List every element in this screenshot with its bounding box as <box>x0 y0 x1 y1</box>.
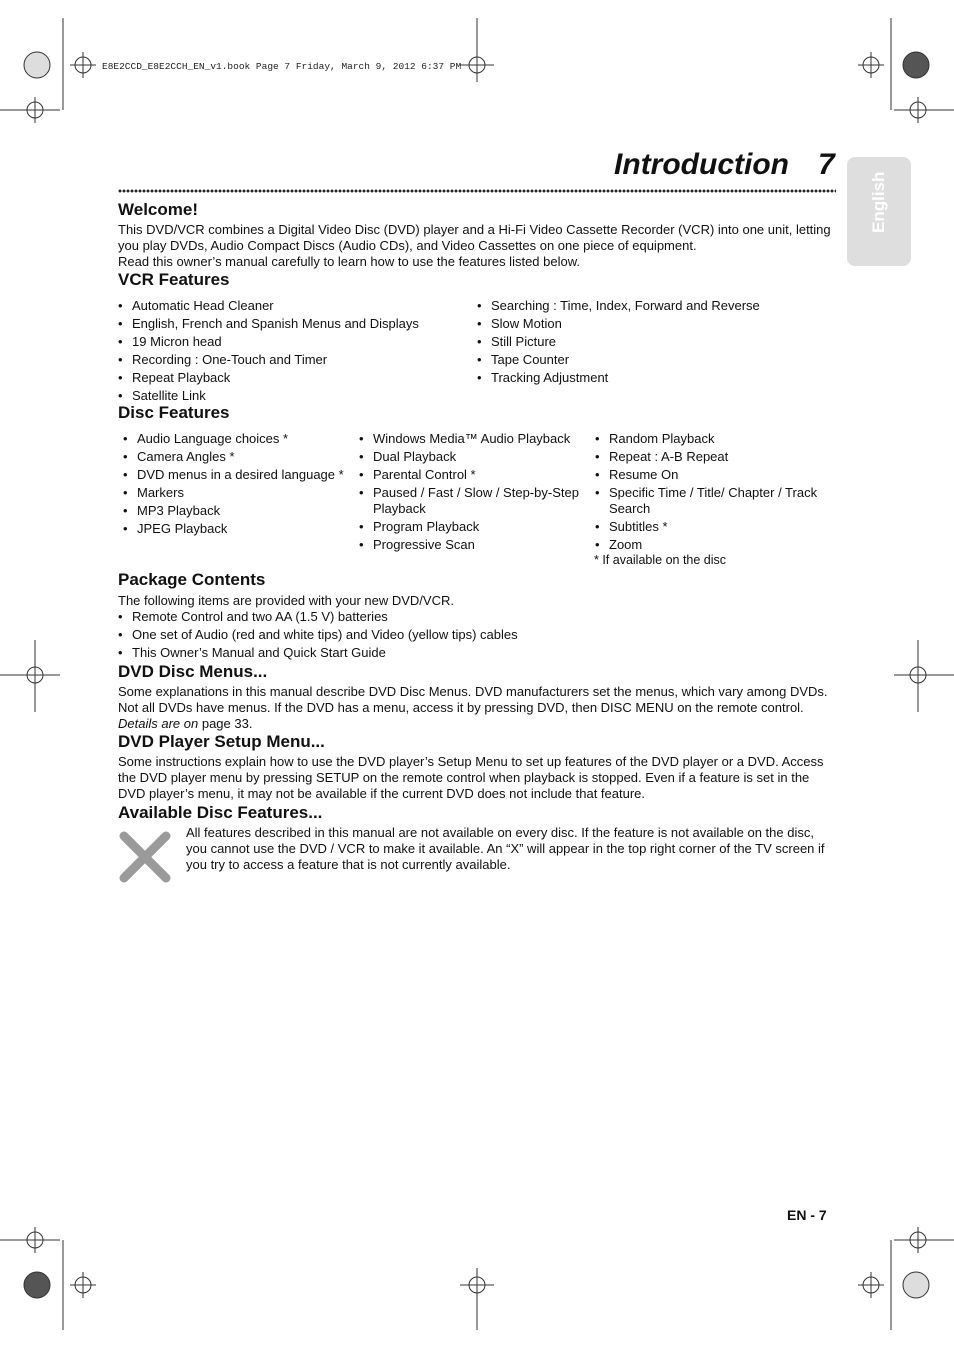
list-item: • JPEG Playback <box>123 520 353 538</box>
welcome-text <box>118 222 838 270</box>
list-item: • Searching : Time, Index, Forward and Reverse <box>477 297 837 315</box>
list-item: • Resume On <box>595 466 835 484</box>
list-item: • Subtitles * <box>595 518 835 536</box>
list-item: • Zoom <box>595 536 835 554</box>
list-item: • Windows Media™ Audio Playback <box>359 430 589 448</box>
list-item: • Repeat Playback <box>118 369 468 387</box>
welcome-text-2: Read this owner’s manual carefully to learn how to use the features listed below. <box>118 254 581 269</box>
list-item: • Automatic Head Cleaner <box>118 297 468 315</box>
language-tab <box>847 157 911 266</box>
dvd-disc-menus-details <box>118 716 838 732</box>
list-item: • Still Picture <box>477 333 837 351</box>
package-contents-heading: Package Contents <box>118 570 266 589</box>
details-label: Details are on <box>118 716 199 731</box>
list-item: • Repeat : A-B Repeat <box>595 448 835 466</box>
page-number: 7 <box>818 148 835 181</box>
list-item: • Markers <box>123 484 353 502</box>
list-item: • English, French and Spanish Menus and Displays <box>118 315 468 333</box>
package-contents-list <box>118 608 818 662</box>
list-item: • MP3 Playback <box>123 502 353 520</box>
list-item: • Satellite Link <box>118 387 468 405</box>
list-item: • Paused / Fast / Slow / Step-by-Step Playback <box>359 485 589 517</box>
list-item: • Audio Language choices * <box>123 430 353 448</box>
welcome-text-1: This DVD/VCR combines a Digital Video Disc (DVD) player and a Hi-Fi Video Cassette Recorder (VCR) into one unit, letting you play DVDs, Audio Compact Discs (Audio CDs), and Video Cassettes on one piece of equipment. <box>118 222 831 253</box>
disc-features-footnote: * If available on the disc <box>594 553 727 567</box>
list-item: • DVD menus in a desired language * <box>123 466 353 484</box>
list-item: • Tracking Adjustment <box>477 369 837 387</box>
details-page: page 33. <box>201 716 253 731</box>
vcr-features-list-1 <box>118 297 468 405</box>
disc-features-heading: Disc Features <box>118 403 230 422</box>
dvd-disc-menus-heading: DVD Disc Menus... <box>118 662 268 681</box>
dotted-divider <box>118 188 836 194</box>
welcome-heading: Welcome! <box>118 200 198 219</box>
list-item: • Progressive Scan <box>359 536 589 554</box>
footer-page-label: EN - 7 <box>787 1207 827 1223</box>
vcr-features-list-2 <box>477 297 837 387</box>
list-item: • Slow Motion <box>477 315 837 333</box>
print-header-line: E8E2CCD_E8E2CCH_EN_v1.book Page 7 Friday, March 9, 2012 6:37 PM <box>102 61 462 72</box>
available-disc-features-text: All features described in this manual are not available on every disc. If the feature is not available on the disc, you cannot use the DVD / VCR to make it available. An “X” will appear in the top right corner of the TV screen if you try to access a feature that is not currently available. <box>186 825 825 872</box>
list-item: • 19 Micron head <box>118 333 468 351</box>
dvd-player-setup-heading: DVD Player Setup Menu... <box>118 732 325 751</box>
list-item: • Recording : One-Touch and Timer <box>118 351 468 369</box>
list-item: • Specific Time / Title/ Chapter / Track Search <box>595 485 835 517</box>
page-title: Introduction <box>614 148 789 181</box>
list-item: • Program Playback <box>359 518 589 536</box>
list-item: • Dual Playback <box>359 448 589 466</box>
vcr-features-heading: VCR Features <box>118 270 230 289</box>
dvd-disc-menus-body: Some explanations in this manual describe DVD Disc Menus. DVD manufacturers set the menus, which vary among DVDs. Not all DVDs have menus. If the DVD has a menu, access it by pressing DVD, then DISC MENU on the remote control. <box>118 684 828 715</box>
disc-features-list-3 <box>595 430 835 554</box>
list-item: • Random Playback <box>595 430 835 448</box>
dvd-player-setup-text: Some instructions explain how to use the DVD player’s Setup Menu to set up features of the DVD player or a DVD. Access the DVD player menu by pressing SETUP on the remote control when playback is stopped. Even if a feature is set in the DVD player’s menu, it may not be available if the current DVD does not include that feature. <box>118 754 824 801</box>
package-contents-intro: The following items are provided with your new DVD/VCR. <box>118 593 454 608</box>
list-item: • Remote Control and two AA (1.5 V) batteries <box>118 608 818 626</box>
disc-features-list-2 <box>359 430 589 554</box>
language-tab-label: English <box>869 171 888 233</box>
list-item: • Camera Angles * <box>123 448 353 466</box>
list-item: • One set of Audio (red and white tips) and Video (yellow tips) cables <box>118 626 818 644</box>
list-item: • Parental Control * <box>359 466 589 484</box>
list-item: • Tape Counter <box>477 351 837 369</box>
disc-features-list-1 <box>123 430 353 538</box>
x-mark-icon <box>118 830 172 884</box>
list-item: • This Owner’s Manual and Quick Start Guide <box>118 644 818 662</box>
dvd-disc-menus-text <box>118 684 838 732</box>
available-disc-features-heading: Available Disc Features... <box>118 803 323 822</box>
